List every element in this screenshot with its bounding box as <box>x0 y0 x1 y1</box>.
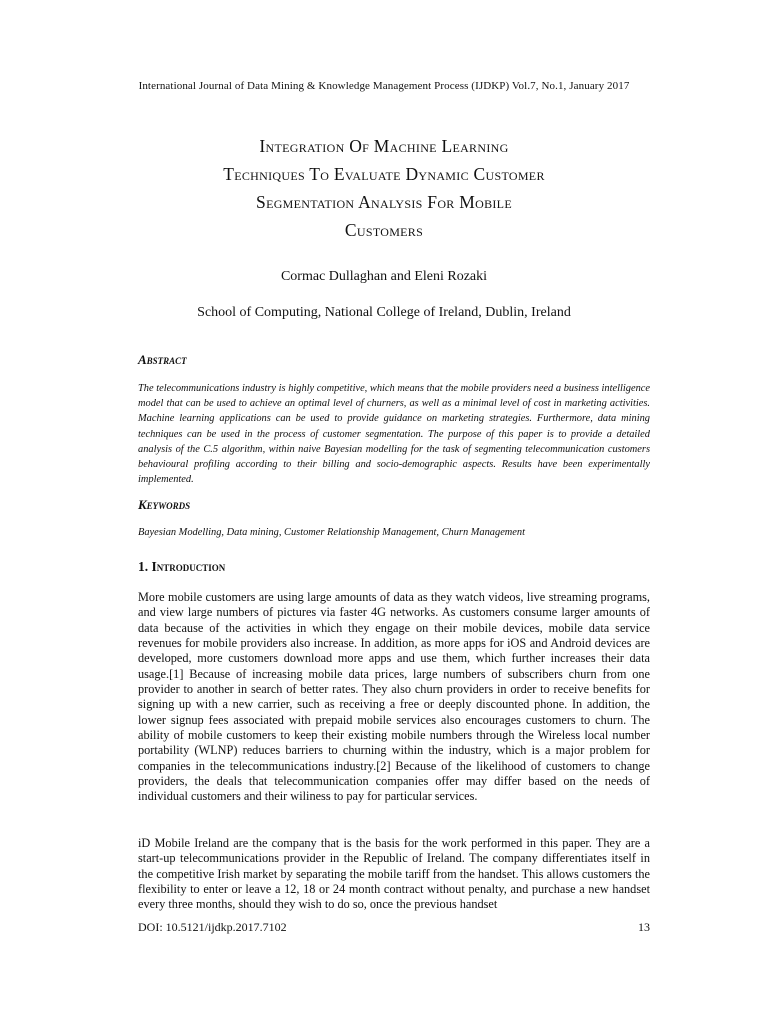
title-line: Techniques To Evaluate Dynamic Customer <box>223 164 545 184</box>
keywords-text: Bayesian Modelling, Data mining, Customer Relationship Management, Churn Management <box>138 527 526 538</box>
title-line: Customers <box>344 220 424 240</box>
introduction-heading: 1. Introduction <box>138 559 226 574</box>
introduction-paragraph: More mobile customers are using large amounts of data as they watch videos, live streaming programs, and view large numbers of pictures via faster 4G networks. As customers consume larger amounts of data because of the activities in which they engage on their mobile devices, mobile data service revenues for mobile providers also increase. In addition, as more apps for iOS and Android devices are developed, more customers download more apps and use them, which further increases their data usage.[1] Because of increasing mobile data prices, large numbers of subscribers churn from one provider to another in search of better rates. They also churn providers in order to receive benefits for signing up with a new carrier, such as receiving a free or deeply discounted phone. In addition, the lower signup fees associated with prepaid mobile services also encourages customers to churn. The ability of mobile customers to keep their existing mobile numbers through the Wireless local number portability (WLNP) reduces barriers to churning within the industry, which is a major problem for companies in the telecommunications industry.[2] Because of the likelihood of customers to change providers, the deals that telecommunication companies offer may differ based on the needs of individual customers and their wiliness to pay for particular services. <box>138 590 650 804</box>
title-line: Integration Of Machine Learning <box>259 136 509 156</box>
affiliation: School of Computing, National College of Ireland, Dublin, Ireland <box>197 305 571 320</box>
abstract-heading: Abstract <box>138 352 187 367</box>
paper-title <box>110 132 658 244</box>
page-number: 13 <box>638 920 650 934</box>
title-line: Segmentation Analysis For Mobile <box>256 192 512 212</box>
abstract-text: The telecommunications industry is highly competitive, which means that the mobile providers need a business intelligence model that can be used to achieve an optimal level of churners, as well as a minimal level of cost in marketing activities. Machine learning applications can be used to provide guidance on marketing strategies. Furthermore, data mining techniques can be used in the process of customer segmentation. The purpose of this paper is to provide a detailed analysis of the C.5 algorithm, within naive Bayesian modelling for the task of segmenting telecommunication customers behavioural profiling according to their billing and socio-demographic aspects. Results have been experimentally implemented. <box>138 383 650 486</box>
journal-header: International Journal of Data Mining & Knowledge Management Process (IJDKP) Vol.7, No.1, January 2017 <box>138 80 630 92</box>
keywords-heading: Keywords <box>138 497 191 512</box>
authors: Cormac Dullaghan and Eleni Rozaki <box>280 269 488 284</box>
introduction-paragraph: iD Mobile Ireland are the company that is the basis for the work performed in this paper. They are a start-up telecommunications provider in the Republic of Ireland. The company differentiates itself in the competitive Irish market by separating the mobile tariff from the handset. This allows customers the flexibility to enter or leave a 12, 18 or 24 month contract without penalty, and purchase a new handset every three months, should they wish to do so, once the previous handset <box>138 836 650 912</box>
doi-footer: DOI: 10.5121/ijdkp.2017.7102 <box>138 920 287 934</box>
